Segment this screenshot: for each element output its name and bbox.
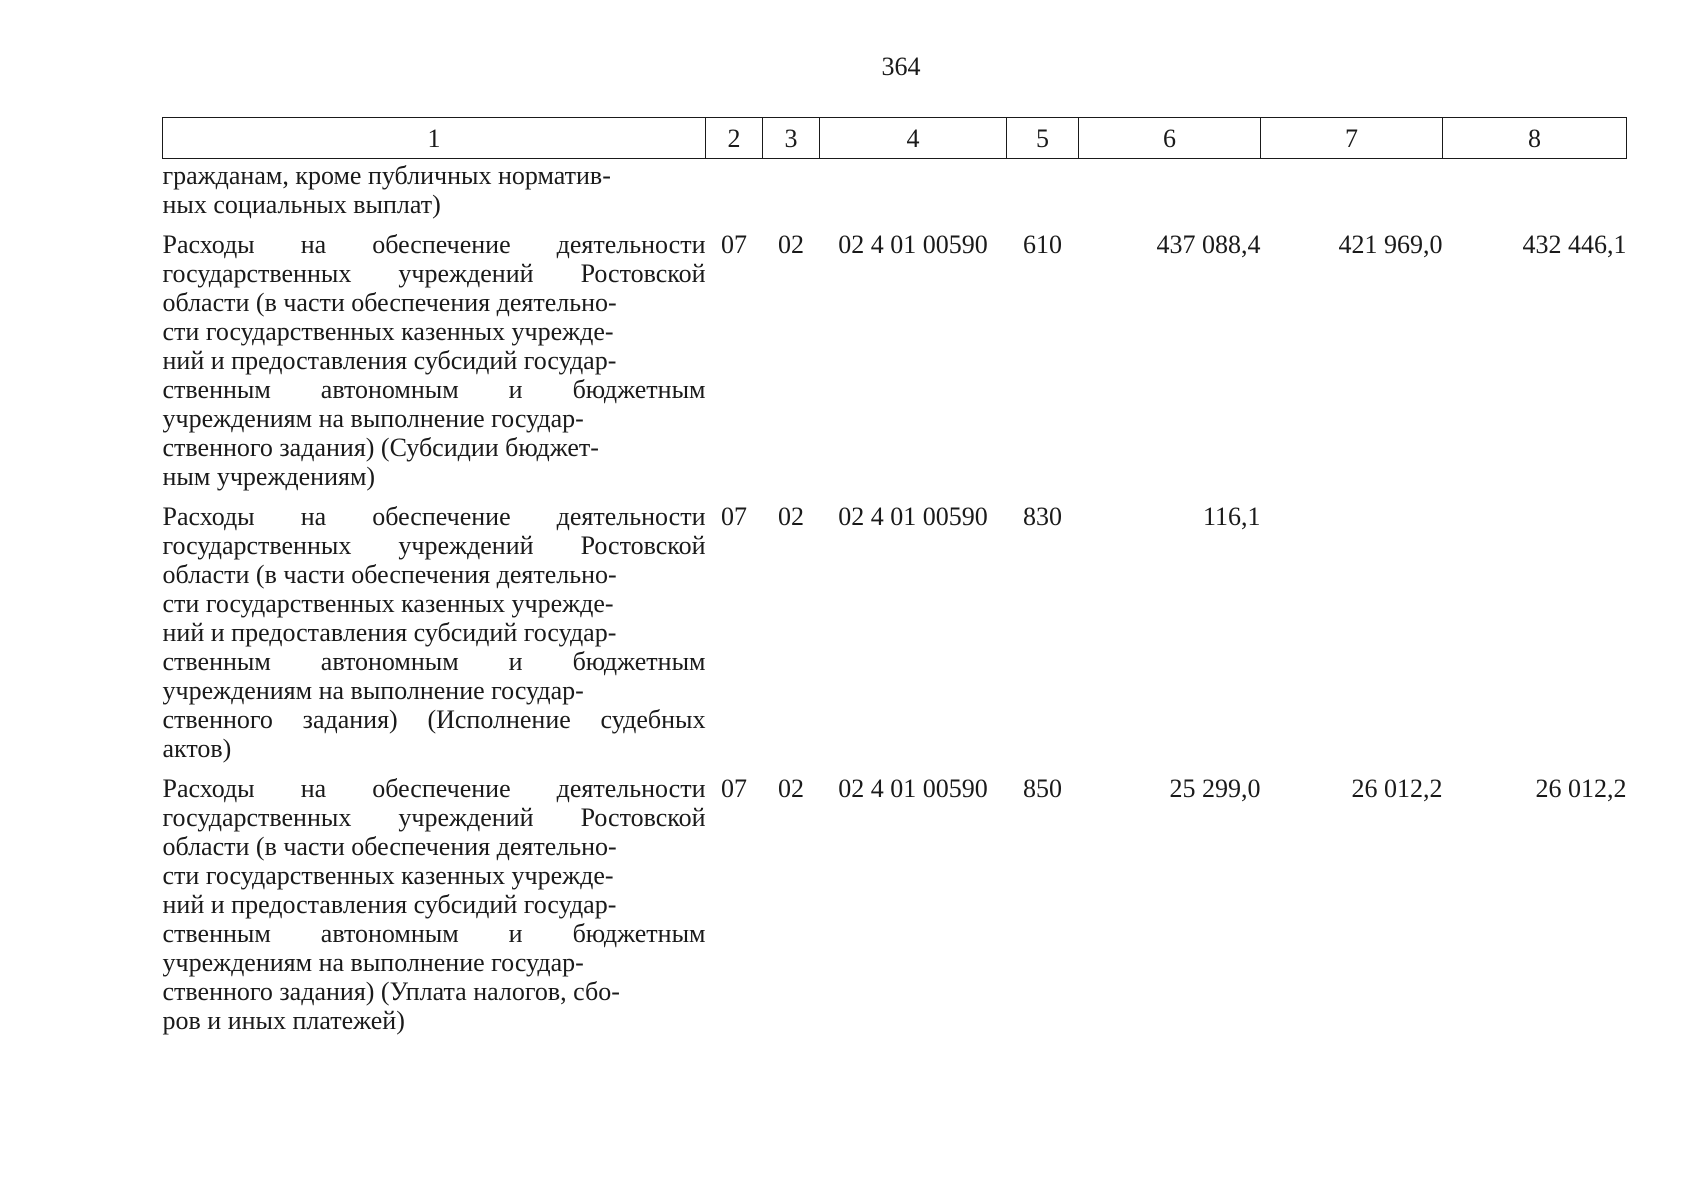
row-description: гражданам, кроме публичных норматив- ных социальных выплат) [162, 161, 611, 219]
header-col-2: 2 [706, 118, 763, 159]
row-amount-col7 [1261, 491, 1443, 763]
row-expense-type: 830 [1023, 502, 1062, 531]
header-col-5: 5 [1007, 118, 1079, 159]
table-row [163, 159, 1627, 220]
header-row [163, 118, 1627, 159]
page-number: 364 [881, 52, 921, 81]
row-amount-col6: 116,1 [1202, 502, 1261, 531]
budget-table [162, 117, 1627, 1035]
row-target-article: 02 4 01 00590 [838, 230, 988, 259]
row-target-article: 02 4 01 00590 [838, 502, 988, 531]
row-amount-col7 [1261, 159, 1443, 220]
row-expense-type [1007, 159, 1079, 220]
row-target-article: 02 4 01 00590 [838, 774, 988, 803]
table-row [163, 219, 1627, 491]
row-section: 07 [721, 502, 747, 531]
row-amount-col7: 421 969,0 [1338, 230, 1443, 259]
header-col-6: 6 [1079, 118, 1261, 159]
row-amount-col8: 26 012,2 [1535, 774, 1627, 803]
row-expense-type: 850 [1023, 774, 1062, 803]
row-amount-col8 [1443, 491, 1627, 763]
row-amount-col6: 25 299,0 [1169, 774, 1261, 803]
row-amount-col6: 437 088,4 [1156, 230, 1261, 259]
row-amount-col6 [1079, 159, 1261, 220]
header-col-7: 7 [1261, 118, 1443, 159]
header-col-4: 4 [820, 118, 1007, 159]
row-target-article [820, 159, 1007, 220]
row-subsection [763, 159, 820, 220]
header-col-3: 3 [763, 118, 820, 159]
table-row [163, 763, 1627, 1035]
header-col-8: 8 [1443, 118, 1627, 159]
row-section [706, 159, 763, 220]
row-section: 07 [721, 774, 747, 803]
row-description: Расходы на обеспечение деятельности государственных учреждений Ростовской области (в части обеспечения деятельно- сти государственных казенных учрежде- ний и предоставления субсидий государ- ственным автономным и бюджетным учреждениям на выполнение государ- ственного задания) (Субсидии бюджет- ным учреждениям) [162, 230, 706, 491]
row-subsection: 02 [778, 230, 804, 259]
row-subsection: 02 [778, 502, 804, 531]
row-description: Расходы на обеспечение деятельности государственных учреждений Ростовской области (в части обеспечения деятельно- сти государственных казенных учрежде- ний и предоставления субсидий государ- ственным автономным и бюджетным учреждениям на выполнение государ- ственного задания) (Исполнение судебных актов) [162, 502, 706, 763]
row-section: 07 [721, 230, 747, 259]
row-expense-type: 610 [1023, 230, 1062, 259]
table-row [163, 491, 1627, 763]
row-amount-col7: 26 012,2 [1351, 774, 1443, 803]
header-col-1: 1 [163, 118, 706, 159]
row-description: Расходы на обеспечение деятельности государственных учреждений Ростовской области (в части обеспечения деятельно- сти государственных казенных учрежде- ний и предоставления субсидий государ- ственным автономным и бюджетным учреждениям на выполнение государ- ственного задания) (Уплата налогов, сбо- ров и иных платежей) [162, 774, 706, 1035]
row-subsection: 02 [778, 774, 804, 803]
row-amount-col8 [1443, 159, 1627, 220]
row-amount-col8: 432 446,1 [1522, 230, 1627, 259]
